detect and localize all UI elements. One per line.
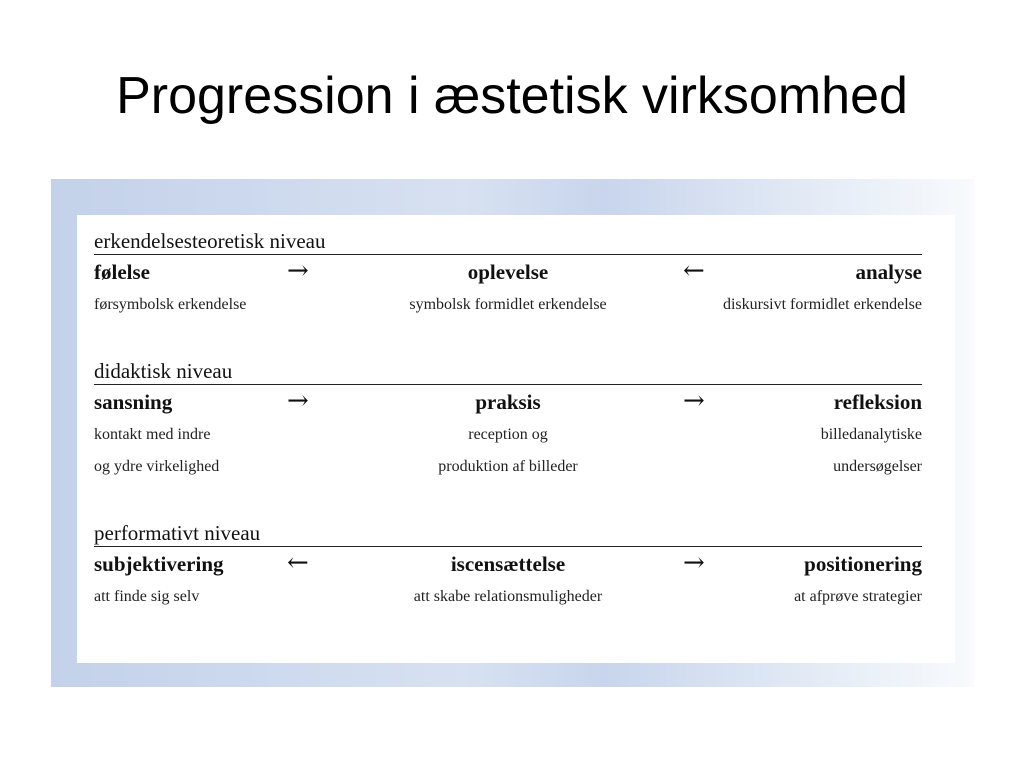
description-right: diskursivt formidlet erkendelse <box>722 296 922 313</box>
level-didactic <box>94 358 922 483</box>
description-middle: att skabe relationsmuligheder <box>413 588 603 605</box>
right-arrow-icon: → <box>287 386 309 416</box>
level-epistemological <box>94 228 922 321</box>
figure-panel <box>77 215 955 663</box>
description-right: undersøgelser <box>833 458 922 475</box>
level-heading: didaktisk niveau <box>94 358 922 385</box>
right-arrow-icon: → <box>683 548 705 578</box>
slide-title: Progression i æstetisk virksomhed <box>116 67 908 125</box>
description-right: billedanalytiske <box>820 426 922 443</box>
term-row <box>94 255 922 289</box>
description-right: at afprøve strategier <box>794 588 922 605</box>
term-refleksion: refleksion <box>833 390 922 414</box>
description-left: att finde sig selv <box>94 588 200 605</box>
description-row <box>94 451 922 483</box>
right-arrow-icon: → <box>287 256 309 286</box>
term-praksis: praksis <box>475 390 541 414</box>
term-subjektivering: subjektivering <box>94 552 224 576</box>
description-left: kontakt med indre <box>94 426 211 443</box>
right-arrow-icon: → <box>683 386 705 416</box>
term-row <box>94 385 922 419</box>
term-oplevelse: oplevelse <box>467 260 549 284</box>
description-middle: reception og <box>468 426 548 443</box>
description-left: førsymbolsk erkendelse <box>94 296 247 313</box>
description-middle: symbolsk formidlet erkendelse <box>409 296 607 313</box>
term-analyse: analyse <box>855 260 922 284</box>
left-arrow-icon: ← <box>683 256 705 286</box>
term-sansning: sansning <box>94 390 173 414</box>
description-row <box>94 289 922 321</box>
term-iscensaettelse: iscensættelse <box>450 552 566 576</box>
description-row <box>94 419 922 451</box>
description-middle: produktion af billeder <box>438 458 578 475</box>
level-heading: erkendelsesteoretisk niveau <box>94 228 922 255</box>
term-row <box>94 547 922 581</box>
term-positionering: positionering <box>804 552 922 576</box>
left-arrow-icon: ← <box>287 548 309 578</box>
description-left: og ydre virkelighed <box>94 458 220 475</box>
term-folelse: følelse <box>94 260 150 284</box>
figure-frame <box>51 179 974 687</box>
level-performative <box>94 520 922 613</box>
level-heading: performativt niveau <box>94 520 922 547</box>
description-row <box>94 581 922 613</box>
